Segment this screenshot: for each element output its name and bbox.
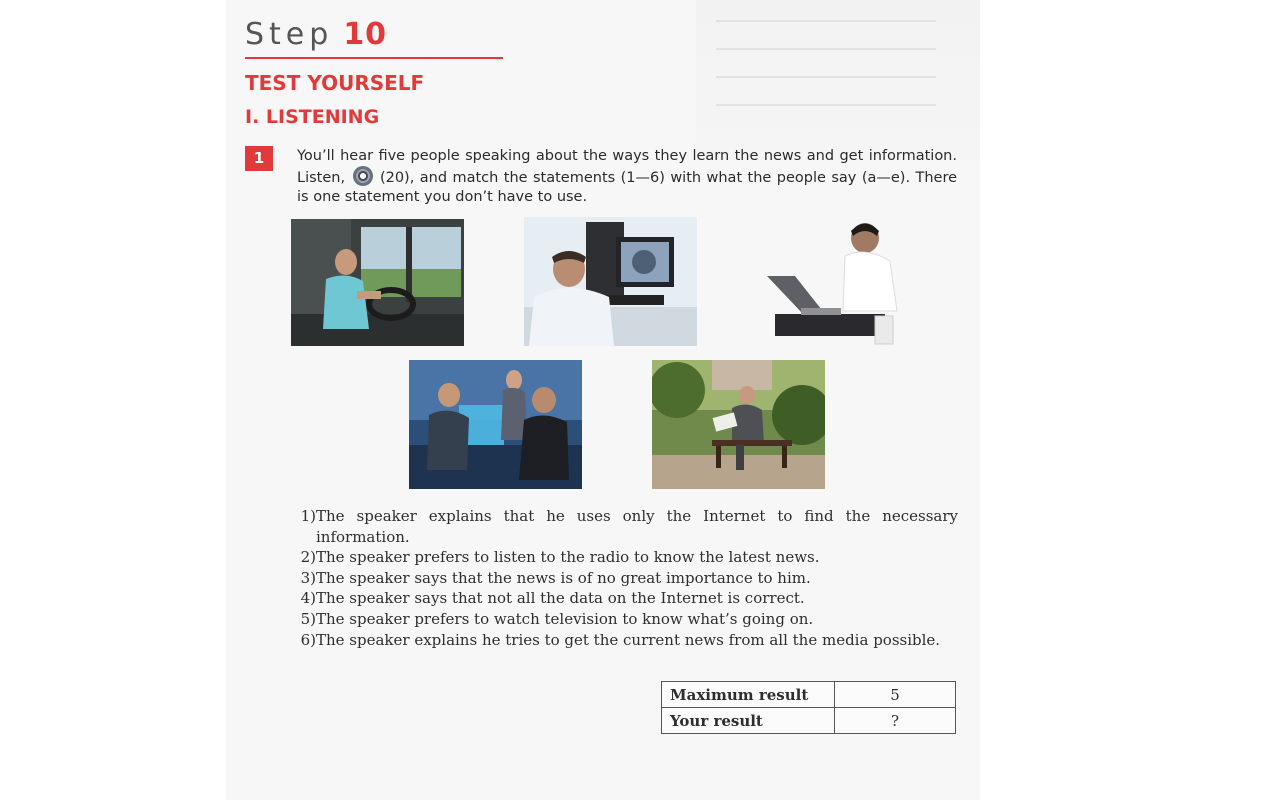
result-table <box>661 681 956 734</box>
statement-number: 4) <box>300 589 316 608</box>
statement-text: The speaker prefers to listen to the radio to know the latest news. <box>316 548 820 567</box>
your-result-value[interactable]: ? <box>835 708 956 734</box>
bleed-line <box>716 104 936 106</box>
statement-item <box>296 547 958 568</box>
statement-item <box>296 568 958 589</box>
photo-truck-driver <box>291 219 464 346</box>
statements-list <box>296 506 958 650</box>
subsection-title: I. LISTENING <box>245 106 380 128</box>
exercise-number-badge: 1 <box>245 146 273 171</box>
statement-number: 3) <box>300 568 316 587</box>
statement-text: The speaker says that not all the data on the Internet is correct. <box>316 589 805 608</box>
statement-number: 1) <box>300 507 316 525</box>
statement-number: 5) <box>300 609 316 628</box>
bleed-through-area <box>696 0 980 160</box>
table-row <box>662 682 956 708</box>
statement-text: The speaker prefers to watch television to know what’s going on. <box>316 609 814 628</box>
photo-office-meeting <box>409 360 582 489</box>
statement-item <box>296 609 958 630</box>
statement-number: 2) <box>300 548 316 567</box>
step-heading <box>245 16 387 54</box>
statement-text: The speaker explains he tries to get the current news from all the media possible. <box>316 630 941 649</box>
max-result-value: 5 <box>835 682 956 708</box>
photo-man-with-laptop <box>765 216 905 346</box>
step-underline <box>245 57 503 59</box>
bleed-line <box>716 48 936 50</box>
instruction-text-part2: (20), and match the statements (1—6) with what the people say (a—e). There is one statement you don’t have to use. <box>297 170 958 205</box>
statement-item <box>296 630 958 651</box>
statement-number: 6) <box>300 630 316 649</box>
statement-text: The speaker says that the news is of no great importance to him. <box>316 568 811 587</box>
photo-man-at-computer <box>524 217 697 346</box>
your-result-label: Your result <box>662 708 835 734</box>
exercise-instruction <box>297 147 957 207</box>
max-result-label: Maximum result <box>662 682 835 708</box>
statement-item <box>296 588 958 609</box>
cd-icon[interactable] <box>353 166 373 186</box>
bleed-line <box>716 76 936 78</box>
bleed-line <box>716 20 936 22</box>
photo-man-reading-newspaper <box>652 360 825 489</box>
step-word: Step <box>245 17 334 52</box>
section-title: TEST YOURSELF <box>245 71 425 95</box>
instruction-text-part1: You’ll hear five people speaking about the ways they learn the news and get information. Listen, <box>297 148 957 186</box>
statement-text: The speaker explains that he uses only the Internet to find the necessary information. <box>316 507 958 546</box>
table-row <box>662 708 956 734</box>
step-number: 10 <box>343 17 388 52</box>
statement-item <box>296 506 958 547</box>
